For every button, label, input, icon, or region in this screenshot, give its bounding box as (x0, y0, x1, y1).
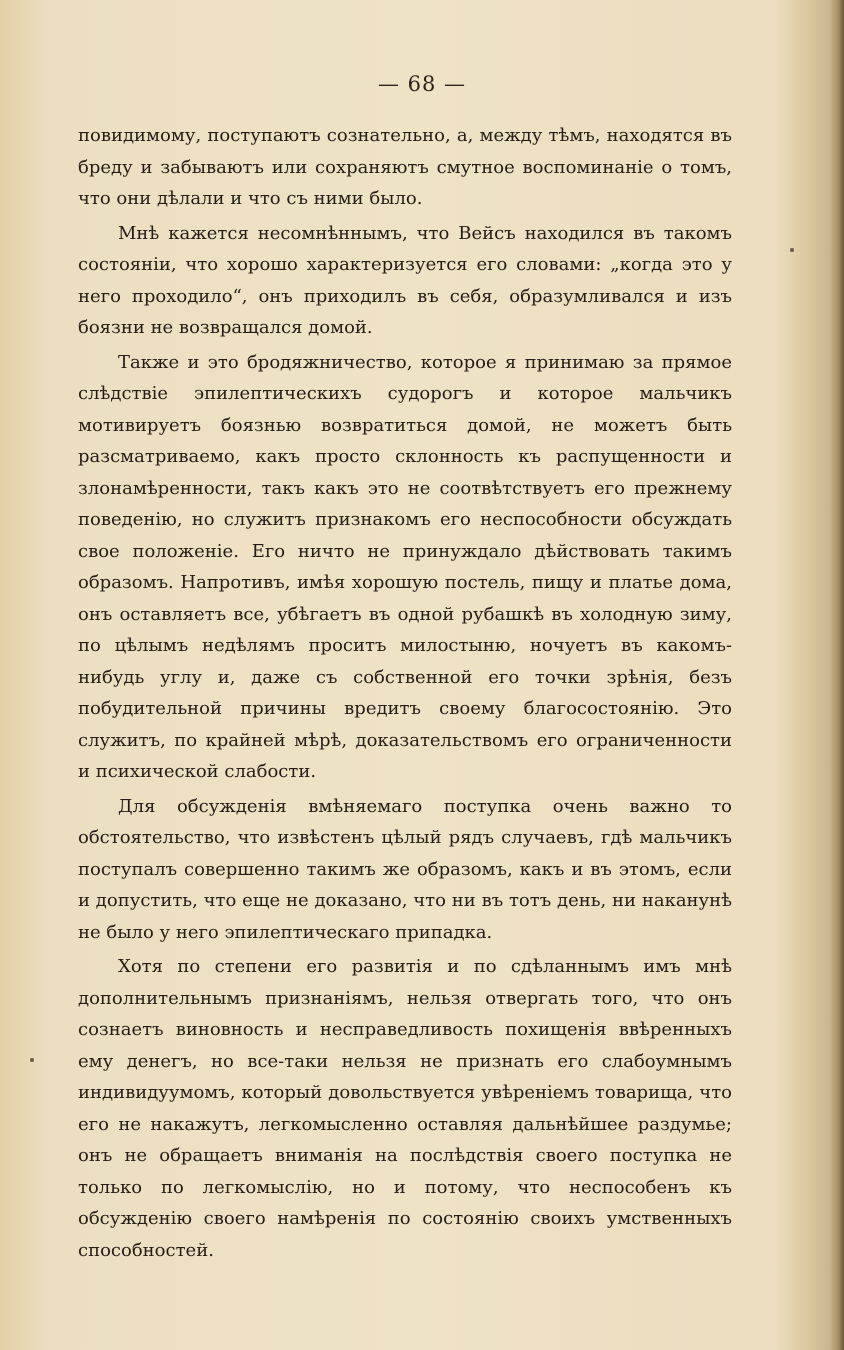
paper-speck (790, 248, 794, 252)
page-number: — 68 — (377, 72, 467, 96)
paragraph-1: повидимому, поступаютъ сознательно, а, между тѣмъ, находятся въ бреду и забываютъ или сохраняютъ смутное воспоминаніе о томъ, что они дѣлали и что съ ними было. (78, 125, 732, 209)
paper-speck (30, 1058, 34, 1062)
paragraph-5: Хотя по степени его развитія и по сдѣланнымъ имъ мнѣ дополнительнымъ признаніямъ, нельзя отвергать того, что онъ сознаетъ виновность и несправедливость похищенія ввѣренныхъ ему денегъ, но все-таки нельзя не признать его слабоумнымъ индивидуумомъ, который довольствуется увѣреніемъ товарища, что его не накажутъ, легкомысленно оставляя дальнѣйшее раздумье; онъ не обращаетъ вниманія на послѣдствія своего поступка не только по легкомыслію, но и потому, что неспособенъ къ обсужденію своего намѣренія по состоянію своихъ умственныхъ способностей. (78, 956, 732, 1261)
paragraph-4: Для обсужденія вмѣняемаго поступка очень важно то обстоятельство, что извѣстенъ цѣлый рядъ случаевъ, гдѣ мальчикъ поступалъ совершенно такимъ же образомъ, какъ и въ этомъ, если и допустить, что еще не доказано, что ни въ тотъ день, ни наканунѣ не было у него эпилептическаго припадка. (78, 795, 732, 943)
page-edge-shadow (830, 0, 844, 1350)
body-text (78, 120, 732, 1269)
paragraph-2: Мнѣ кажется несомнѣннымъ, что Вейсъ находился въ такомъ состояніи, что хорошо характеризуется его словами: „когда это у него проходило“, онъ приходилъ въ себя, образумливался и изъ боязни не возвращался домой. (78, 222, 732, 338)
paragraph-3: Также и это бродяжничество, которое я принимаю за прямое слѣдствіе эпилептическихъ судорогъ и которое мальчикъ мотивируетъ боязнью возвратиться домой, не можетъ быть разсматриваемо, какъ просто склонность къ распущенности и злонамѣренности, такъ какъ это не соотвѣтствуетъ его прежнему поведенію, но служитъ признакомъ его неспособности обсуждать свое положеніе. Его ничто не принуждало дѣйствовать такимъ образомъ. Напротивъ, имѣя хорошую постель, пищу и платье дома, онъ оставляетъ все, убѣгаетъ въ одной рубашкѣ въ холодную зиму, по цѣлымъ недѣлямъ проситъ милостыню, ночуетъ въ какомъ-нибудь углу и, даже съ собственной его точки зрѣнія, безъ побудительной причины вредитъ своему благосостоянію. Это служитъ, по крайней мѣрѣ, доказательствомъ его ограниченности и психической слабости. (78, 351, 732, 782)
